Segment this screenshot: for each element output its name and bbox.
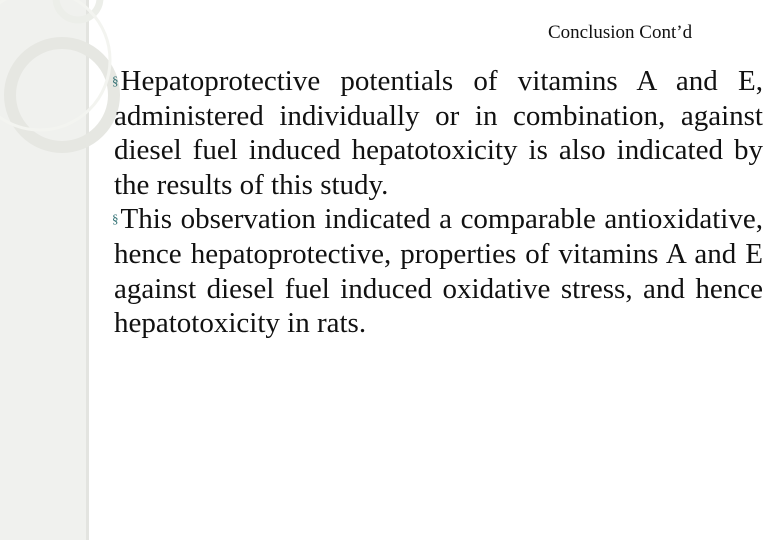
bullet-item <box>114 64 763 202</box>
slide-body <box>114 64 763 341</box>
deco-circle-large <box>10 43 114 147</box>
bullet-text: Hepatoprotective potentials of vitamins A and E, administered individually or in combination, against diesel fuel induced hepatotoxicity is also indicated by the results of this study. <box>114 65 763 201</box>
bullet-marker-icon: § <box>112 73 119 88</box>
bullet-text: This observation indicated a comparable antioxidative, hence hepatoprotective, properties of vitamins A and E against diesel fuel induced oxidative stress, and hence hepatotoxicity in rats. <box>114 203 763 340</box>
slide-title: Conclusion Cont’d <box>548 22 693 43</box>
bullet-marker-icon: § <box>112 211 119 227</box>
bullet-item <box>114 202 763 340</box>
